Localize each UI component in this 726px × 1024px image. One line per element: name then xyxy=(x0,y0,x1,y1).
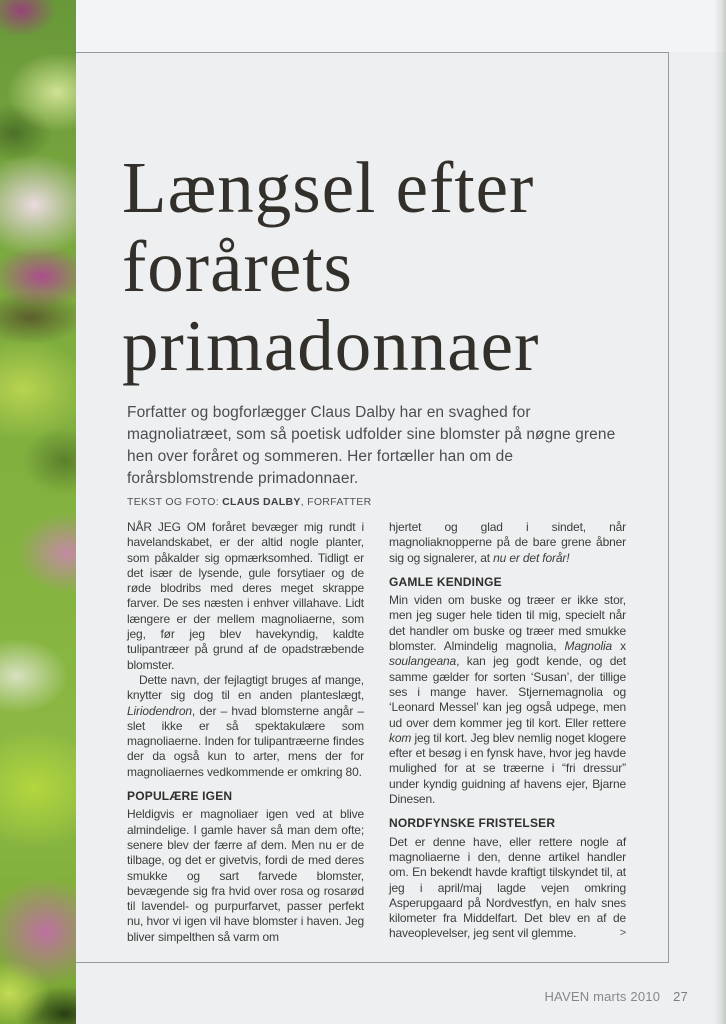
magazine-issue: HAVEN marts 2010 xyxy=(544,989,661,1004)
body-paragraph xyxy=(389,835,626,942)
byline xyxy=(127,496,547,508)
text-run: NÅR JEG OM foråret bevæger mig rundt i havelandskabet, er der altid nogle planter, som påkalder sig opmærksomhed. Tidligt er det især de lysende, gule forsytiaer og de røde blodribs med deres meget skrappe farver. De ses næsten i enhver villahave. Lidt længere er der mellem magnoliaerne, som jeg, før jeg blev havekyndig, kaldte tulipantræer på grund af de opadstræbende blomster. xyxy=(127,520,364,672)
body-paragraph xyxy=(389,593,626,807)
byline-suffix: , FORFATTER xyxy=(300,496,372,508)
title-line-3: primadonnaer xyxy=(122,305,540,386)
byline-author: CLAUS DALBY xyxy=(222,496,301,508)
body-paragraph xyxy=(127,520,364,673)
page-footer xyxy=(0,989,688,1004)
body-paragraph xyxy=(389,520,626,566)
text-run: Heldigvis er magnoliaer igen ved at blive almindelige. I gamle haver så man dem ofte; senere blev der færre af dem. Men nu er de tilbage, og det er givetvis, fordi de med deres smukke og sart farvede blomster, bevægende sig fra hvid over rosa og rosarød til lavendel- og purpurfarvet, passer perfekt nu, hvor vi igen vil have blomster i haven. Jeg bliver simpelthen så varm om xyxy=(127,807,364,944)
text-run: Det er denne have, eller rettere nogle af magnoliaerne i den, denne artikel handler om. En bekendt havde kraftigt tilskyndet til, at jeg i april/maj lagde vejen omkring Asperupgaard på Nordvestfyn, en halv snes kilometer fra Middelfart. Det blev en af de haveoplevelser, jeg sent vil glemme. xyxy=(389,834,626,941)
text-run: Min viden om buske og træer er ikke stor, men jeg suger hele tiden til mig, specielt når det handler om buske og træer med smukke blomster. Almindelig magnolia, xyxy=(389,593,626,654)
italic-text: soulangeana xyxy=(389,654,457,669)
magnolia-photo-strip xyxy=(0,0,76,1024)
text-run: Dette navn, der fejlagtigt bruges af mange, knytter sig dog til en anden planteslægt, xyxy=(127,672,364,703)
text-run: , der – hvad blomsterne angår – slet ikke er så spektakulære som magnoliaerne. Inden for tulipantræerne findes der da også kun to arter, mens der for magnoliaernes vedkommende er omkring 80. xyxy=(127,703,364,779)
section-heading: GAMLE KENDINGE xyxy=(389,574,502,589)
section-heading: NORDFYNSKE FRISTELSER xyxy=(389,816,556,831)
italic-text: kom xyxy=(389,730,412,745)
scan-top-band xyxy=(0,0,726,52)
body-paragraph xyxy=(127,807,364,945)
text-run: jeg til kort. Jeg blev nemlig noget klogere efter et besøg i en fynsk have, hvor jeg havde mulighed for at se træerne i “fri dressur” under kyndig guidning af havens ejer, Bjarne Dinesen. xyxy=(389,730,626,807)
frame-rule-top xyxy=(0,52,669,53)
page-number: 27 xyxy=(673,989,688,1004)
article-title xyxy=(122,148,682,385)
title-line-1: Længsel efter xyxy=(122,147,535,228)
scan-right-edge xyxy=(714,0,726,1024)
body-column-right xyxy=(389,520,626,945)
standfirst: Forfatter og bogforlægger Claus Dalby har en svaghed for magnoliatræet, som så poetisk udfolder sine blomster på nøgne grene hen over foråret og sommeren. Her fortæller han om de forårsblomstrende primadonnaer. xyxy=(127,404,616,487)
body-column-left xyxy=(127,520,364,945)
body-paragraph xyxy=(127,673,364,780)
body-columns xyxy=(127,520,627,945)
italic-text: Magnolia xyxy=(564,639,613,654)
section-heading: POPULÆRE IGEN xyxy=(127,789,233,804)
italic-text: nu er det forår! xyxy=(493,550,570,565)
italic-text: Liriodendron xyxy=(127,703,192,718)
text-run: hjertet og glad i sindet, når magnoliaknopperne på de bare grene åbner sig og signalerer, at xyxy=(389,520,626,565)
continuation-arrow-icon: > xyxy=(619,927,626,940)
text-run: x xyxy=(612,639,626,654)
byline-prefix: TEKST OG FOTO: xyxy=(127,496,223,508)
frame-rule-bottom xyxy=(0,962,669,963)
text-run: , kan jeg godt kende, og det samme gælder for sorten ‘Susan’, der tillige ses i mange haver. Stjernemagnolia og ‘Leonard Messel’ kan jeg også udpege, men ud over dem kommer jeg til kort. Eller rettere xyxy=(389,654,626,730)
title-line-2: forårets xyxy=(122,226,353,307)
